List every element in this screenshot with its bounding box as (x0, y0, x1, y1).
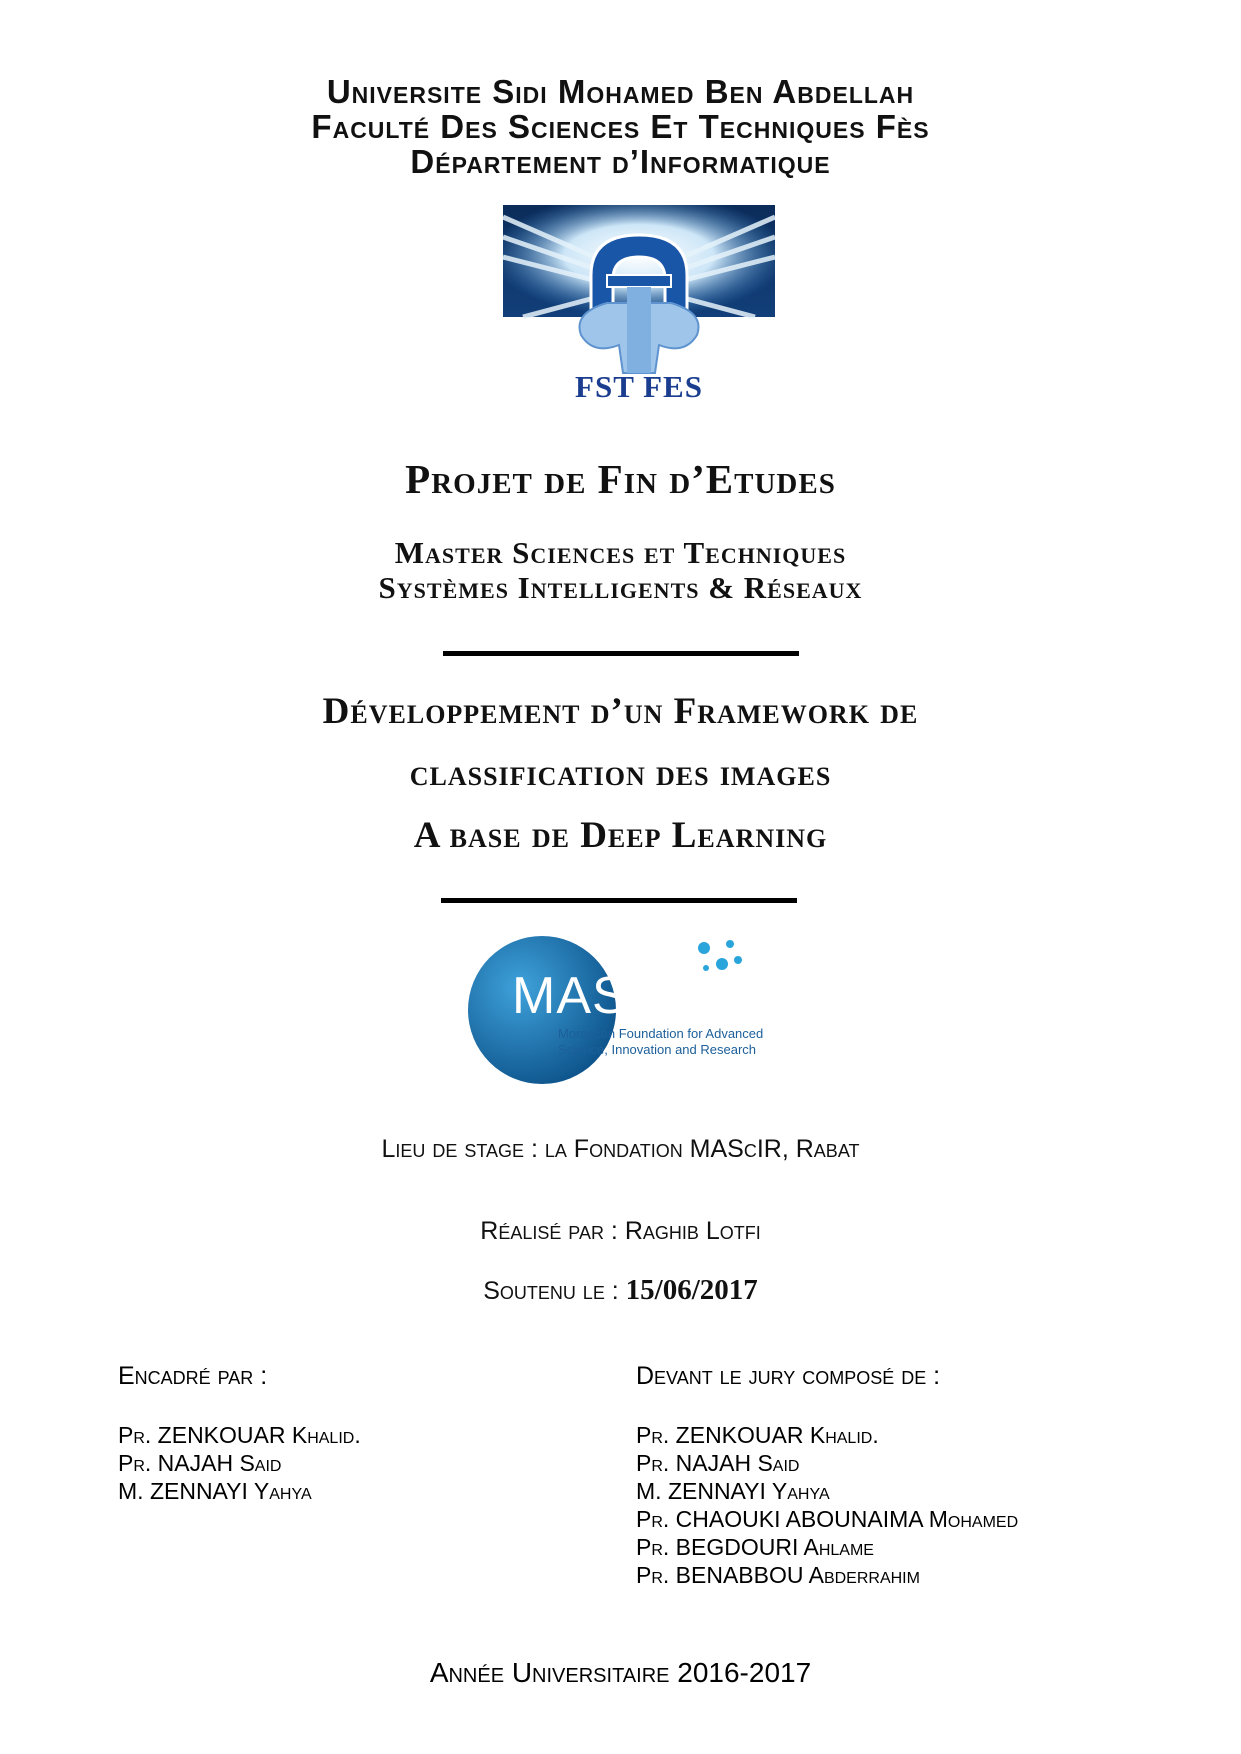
document-title: Projet de Fin d’Etudes (405, 456, 836, 502)
subject-line-1: Développement d’un Framework de (322, 691, 919, 732)
jury-member: M. ZENNAYI Yahya (636, 1478, 830, 1504)
jury-member: Pr. BEGDOURI Ahlame (636, 1534, 874, 1560)
supervisor-item: Pr. ZENKOUAR Khalid. (118, 1422, 361, 1448)
fst-fes-logo-text: FST FES (575, 369, 703, 404)
department-name: Département d’Informatique (410, 143, 831, 180)
defense-date (0, 1274, 1241, 1307)
supervisors-title: Encadré par : (118, 1362, 268, 1390)
master-line-2: Systèmes Intelligents & Réseaux (378, 570, 863, 605)
mascir-tagline-2: Science, Innovation and Research (558, 1042, 757, 1057)
defense-date-label: Soutenu le : (483, 1277, 626, 1305)
jury-member: Pr. NAJAH Said (636, 1450, 800, 1476)
academic-year: Année Universitaire 2016-2017 (429, 1657, 812, 1688)
university-header (0, 74, 1241, 179)
internship-place: Lieu de stage : la Fondation MAScIR, Rabat (381, 1135, 860, 1163)
faculty-name: Faculté Des Sciences Et Techniques Fès (311, 108, 930, 145)
defense-date-value: 15/06/2017 (625, 1274, 758, 1306)
supervisor-item: M. ZENNAYI Yahya (118, 1478, 312, 1504)
jury-block (636, 1362, 1018, 1589)
mascir-logo (468, 936, 788, 1086)
mascir-tagline-1: Moroccan Foundation for Advanced (558, 1026, 764, 1041)
jury-title: Devant le jury composé de : (636, 1362, 941, 1390)
supervisors-block (118, 1362, 361, 1505)
top-divider (443, 651, 799, 656)
bottom-divider (441, 898, 797, 903)
subject-line-3: A base de Deep Learning (413, 815, 828, 856)
jury-member: Pr. BENABBOU Abderrahim (636, 1562, 920, 1588)
jury-member: Pr. CHAOUKI ABOUNAIMA Mohamed (636, 1506, 1019, 1532)
supervisor-item: Pr. NAJAH Said (118, 1450, 282, 1476)
jury-member: Pr. ZENKOUAR Khalid. (636, 1422, 879, 1448)
university-name: Universite Sidi Mohamed Ben Abdellah (326, 73, 915, 110)
subject-line-2: classification des images (409, 753, 832, 794)
mascir-name: MAScIR (512, 967, 709, 1025)
realized-by: Réalisé par : Raghib Lotfi (480, 1217, 761, 1245)
master-line-1: Master Sciences et Techniques (394, 535, 847, 570)
fst-fes-logo (503, 205, 775, 405)
master-program (0, 535, 1241, 605)
